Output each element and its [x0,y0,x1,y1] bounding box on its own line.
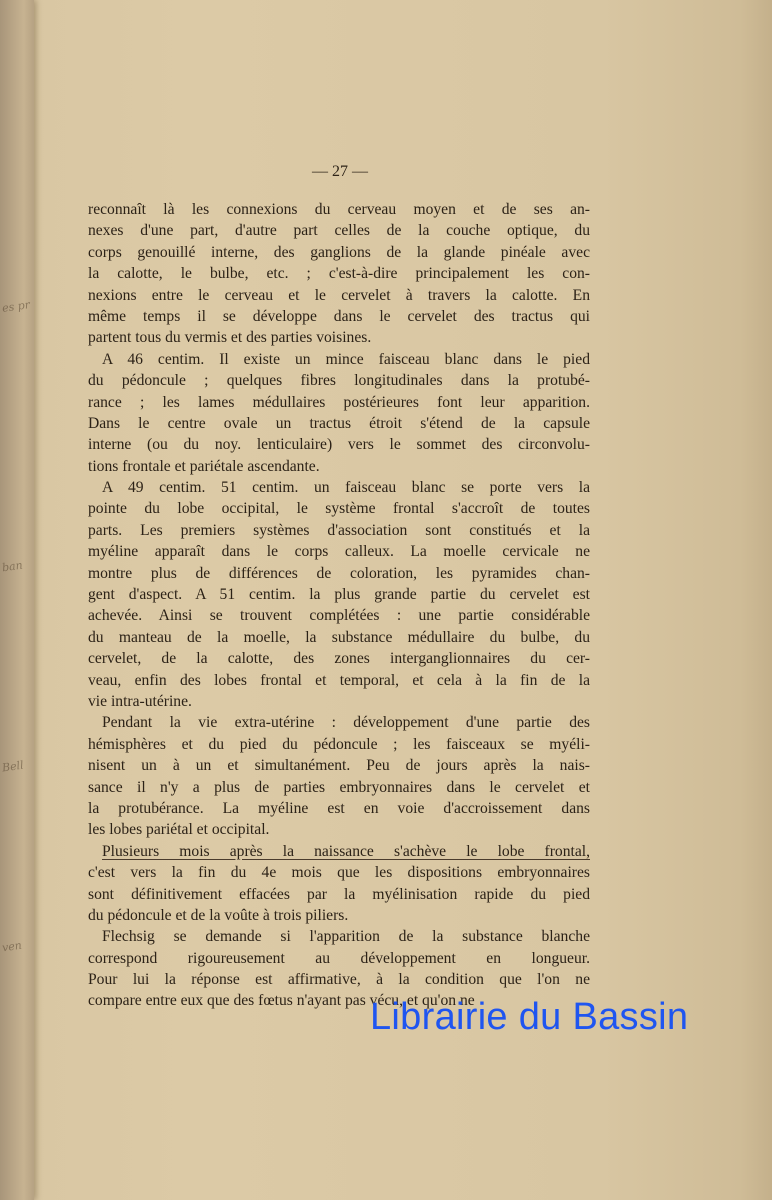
watermark: Librairie du Bassin [370,996,689,1038]
adjacent-page-text: Bell [1,758,25,775]
text-line [88,841,590,862]
text-line: tions frontale et pariétale ascendante. [88,457,320,475]
text-line: Pendant la vie extra-utérine : développement d'une partie des [102,714,590,732]
text-line: Pour lui la réponse est affirmative, à la condition que l'on ne [88,971,590,989]
text-line: gent d'aspect. A 51 centim. la plus grande partie du cervelet est [88,586,590,604]
text-line: correspond rigoureusement au développement en longueur. [88,949,590,967]
text-line: du pédoncule et de la voûte à trois piliers. [88,906,349,924]
text-line: A 46 centim. Il existe un mince faisceau blanc dans le pied [102,350,590,368]
text-line: nexes d'une part, d'autre part celles de la couche optique, du [88,222,590,240]
text-line: du pédoncule ; quelques fibres longitudinales dans la protubé- [88,372,590,390]
text-line: partent tous du vermis et des parties voisines. [88,329,372,347]
page-number: — 27 — [312,163,368,180]
text-line: parts. Les premiers systèmes d'association sont constitués et la [88,521,590,539]
text-line: hémisphères et du pied du pédoncule ; les faisceaux se myéli- [88,735,590,753]
paragraph [88,349,590,477]
paragraph [88,199,590,349]
text-line: myéline apparaît dans le corps calleux. La moelle cervicale ne [88,543,590,561]
text-line: interne (ou du noy. lenticulaire) vers le sommet des circonvolu- [88,436,590,454]
text-line: les lobes pariétal et occipital. [88,821,270,839]
text-line: la protubérance. La myéline est en voie d'accroissement dans [88,799,590,817]
adjacent-page-text: es pr [1,298,31,315]
paragraph [88,712,590,840]
text-line: achevée. Ainsi se trouvent complétées : une partie considérable [88,607,590,625]
text-line: du manteau de la moelle, la substance médullaire du bulbe, du [88,628,590,646]
text-line: compare entre eux que des fœtus n'ayant pas vécu, et qu'on ne [88,992,475,1010]
text-line: pointe du lobe occipital, le système frontal s'accroît de toutes [88,500,590,518]
paragraph [88,841,590,927]
text-line: même temps il se développe dans le cervelet des tractus qui [88,307,590,325]
text-line: A 49 centim. 51 centim. un faisceau blanc se porte vers la [102,479,590,497]
adjacent-page-text: ban [1,558,24,575]
text-line: sont définitivement effacées par la myélinisation rapide du pied [88,885,590,903]
text-line: vie intra-utérine. [88,692,192,710]
paragraph [88,477,590,712]
text-line: veau, enfin des lobes frontal et temporal, et cela à la fin de la [88,671,590,689]
text-line: nisent un à un et simultanément. Peu de jours après la nais- [88,757,590,775]
text-line: Dans le centre ovale un tractus étroit s'étend de la capsule [88,414,590,432]
text-line: nexions entre le cerveau et le cervelet à travers la calotte. En [88,286,590,304]
text-line: cervelet, de la calotte, des zones interganglionnaires du cer- [88,650,590,668]
text-line: montre plus de différences de coloration, les pyramides chan- [88,564,590,582]
text-line: c'est vers la fin du 4e mois que les dispositions embryonnaires [88,864,590,882]
text-line: reconnaît là les connexions du cerveau moyen et de ses an- [88,201,590,218]
page-body-text [88,199,590,1012]
text-line: sance il n'y a plus de parties embryonnaires dans le cervelet et [88,778,590,796]
text-line: Flechsig se demande si l'apparition de la substance blanche [102,928,590,946]
text-line: rance ; les lames médullaires postérieures font leur apparition. [88,393,590,411]
adjacent-page-text: ven [1,938,23,955]
underlined-text: Plusieurs mois après la naissance s'achève le lobe frontal, [102,842,590,860]
text-line: la calotte, le bulbe, etc. ; c'est-à-dire principalement les con- [88,265,590,283]
text-line: corps genouillé interne, des ganglions de la glande pinéale avec [88,243,590,261]
